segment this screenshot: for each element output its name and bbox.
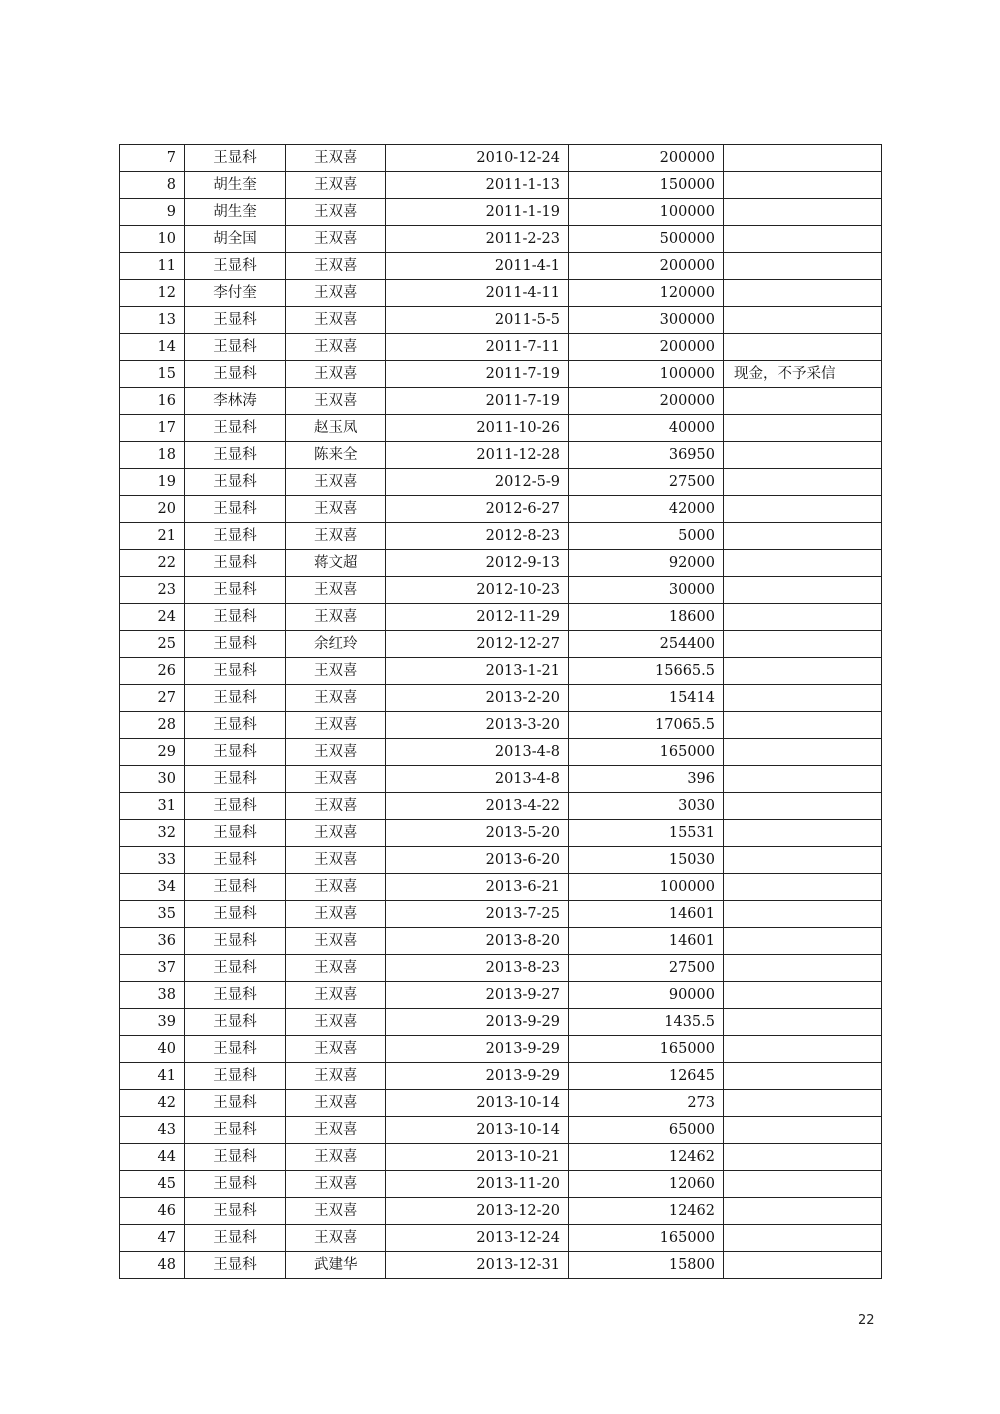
table-row bbox=[120, 631, 882, 658]
row-number-cell: 37 bbox=[120, 955, 185, 982]
payer-cell: 李林涛 bbox=[185, 388, 286, 415]
row-number-cell: 13 bbox=[120, 307, 185, 334]
row-number-cell: 32 bbox=[120, 820, 185, 847]
date-cell: 2011-1-13 bbox=[386, 172, 569, 199]
note-cell bbox=[724, 1117, 882, 1144]
note-cell bbox=[724, 982, 882, 1009]
amount-cell: 273 bbox=[569, 1090, 724, 1117]
note-cell bbox=[724, 1144, 882, 1171]
date-cell: 2011-1-19 bbox=[386, 199, 569, 226]
table-row bbox=[120, 604, 882, 631]
row-number-cell: 9 bbox=[120, 199, 185, 226]
row-number-cell: 26 bbox=[120, 658, 185, 685]
amount-cell: 100000 bbox=[569, 199, 724, 226]
payee-cell: 赵玉凤 bbox=[286, 415, 386, 442]
amount-cell: 500000 bbox=[569, 226, 724, 253]
table-row bbox=[120, 1198, 882, 1225]
amount-cell: 3030 bbox=[569, 793, 724, 820]
amount-cell: 200000 bbox=[569, 145, 724, 172]
table-row bbox=[120, 1009, 882, 1036]
payee-cell: 王双喜 bbox=[286, 1117, 386, 1144]
amount-cell: 15414 bbox=[569, 685, 724, 712]
payer-cell: 胡生奎 bbox=[185, 199, 286, 226]
table-row bbox=[120, 550, 882, 577]
date-cell: 2013-1-21 bbox=[386, 658, 569, 685]
note-cell: 现金，不予采信 bbox=[724, 361, 882, 388]
row-number-cell: 27 bbox=[120, 685, 185, 712]
row-number-cell: 41 bbox=[120, 1063, 185, 1090]
payee-cell: 王双喜 bbox=[286, 172, 386, 199]
row-number-cell: 48 bbox=[120, 1252, 185, 1279]
note-cell bbox=[724, 793, 882, 820]
payer-cell: 王显科 bbox=[185, 820, 286, 847]
amount-cell: 65000 bbox=[569, 1117, 724, 1144]
note-cell bbox=[724, 1063, 882, 1090]
payee-cell: 王双喜 bbox=[286, 307, 386, 334]
date-cell: 2013-12-31 bbox=[386, 1252, 569, 1279]
payer-cell: 胡全国 bbox=[185, 226, 286, 253]
payer-cell: 王显科 bbox=[185, 1225, 286, 1252]
payee-cell: 王双喜 bbox=[286, 388, 386, 415]
payee-cell: 余红玲 bbox=[286, 631, 386, 658]
table-row bbox=[120, 1252, 882, 1279]
note-cell bbox=[724, 469, 882, 496]
payee-cell: 王双喜 bbox=[286, 982, 386, 1009]
amount-cell: 15531 bbox=[569, 820, 724, 847]
table-row bbox=[120, 469, 882, 496]
row-number-cell: 12 bbox=[120, 280, 185, 307]
date-cell: 2013-9-27 bbox=[386, 982, 569, 1009]
date-cell: 2011-7-11 bbox=[386, 334, 569, 361]
payer-cell: 王显科 bbox=[185, 766, 286, 793]
payee-cell: 王双喜 bbox=[286, 739, 386, 766]
date-cell: 2011-2-23 bbox=[386, 226, 569, 253]
payee-cell: 王双喜 bbox=[286, 1036, 386, 1063]
date-cell: 2013-10-14 bbox=[386, 1090, 569, 1117]
table-row bbox=[120, 712, 882, 739]
payer-cell: 王显科 bbox=[185, 847, 286, 874]
note-cell bbox=[724, 739, 882, 766]
table-row bbox=[120, 874, 882, 901]
amount-cell: 5000 bbox=[569, 523, 724, 550]
table-row bbox=[120, 442, 882, 469]
amount-cell: 14601 bbox=[569, 901, 724, 928]
payer-cell: 胡生奎 bbox=[185, 172, 286, 199]
date-cell: 2013-8-20 bbox=[386, 928, 569, 955]
row-number-cell: 33 bbox=[120, 847, 185, 874]
payee-cell: 王双喜 bbox=[286, 334, 386, 361]
note-cell bbox=[724, 145, 882, 172]
payee-cell: 王双喜 bbox=[286, 199, 386, 226]
payer-cell: 王显科 bbox=[185, 577, 286, 604]
row-number-cell: 36 bbox=[120, 928, 185, 955]
date-cell: 2013-8-23 bbox=[386, 955, 569, 982]
note-cell bbox=[724, 253, 882, 280]
note-cell bbox=[724, 280, 882, 307]
payer-cell: 王显科 bbox=[185, 1198, 286, 1225]
table-row bbox=[120, 1171, 882, 1198]
date-cell: 2013-10-14 bbox=[386, 1117, 569, 1144]
date-cell: 2012-12-27 bbox=[386, 631, 569, 658]
date-cell: 2013-10-21 bbox=[386, 1144, 569, 1171]
date-cell: 2011-12-28 bbox=[386, 442, 569, 469]
table-row bbox=[120, 496, 882, 523]
row-number-cell: 34 bbox=[120, 874, 185, 901]
amount-cell: 12645 bbox=[569, 1063, 724, 1090]
date-cell: 2013-9-29 bbox=[386, 1063, 569, 1090]
payer-cell: 王显科 bbox=[185, 523, 286, 550]
payer-cell: 王显科 bbox=[185, 1036, 286, 1063]
payee-cell: 王双喜 bbox=[286, 1144, 386, 1171]
date-cell: 2013-12-24 bbox=[386, 1225, 569, 1252]
date-cell: 2012-5-9 bbox=[386, 469, 569, 496]
table-row bbox=[120, 1090, 882, 1117]
amount-cell: 18600 bbox=[569, 604, 724, 631]
payee-cell: 王双喜 bbox=[286, 604, 386, 631]
payer-cell: 王显科 bbox=[185, 1171, 286, 1198]
table-row bbox=[120, 1144, 882, 1171]
note-cell bbox=[724, 523, 882, 550]
amount-cell: 150000 bbox=[569, 172, 724, 199]
amount-cell: 200000 bbox=[569, 253, 724, 280]
table-row bbox=[120, 523, 882, 550]
note-cell bbox=[724, 550, 882, 577]
payer-cell: 王显科 bbox=[185, 982, 286, 1009]
payer-cell: 王显科 bbox=[185, 658, 286, 685]
payee-cell: 王双喜 bbox=[286, 226, 386, 253]
amount-cell: 36950 bbox=[569, 442, 724, 469]
amount-cell: 42000 bbox=[569, 496, 724, 523]
date-cell: 2013-6-20 bbox=[386, 847, 569, 874]
payee-cell: 王双喜 bbox=[286, 253, 386, 280]
note-cell bbox=[724, 820, 882, 847]
table-row bbox=[120, 847, 882, 874]
payee-cell: 王双喜 bbox=[286, 847, 386, 874]
date-cell: 2011-7-19 bbox=[386, 361, 569, 388]
amount-cell: 254400 bbox=[569, 631, 724, 658]
payer-cell: 王显科 bbox=[185, 1252, 286, 1279]
payer-cell: 王显科 bbox=[185, 1144, 286, 1171]
payee-cell: 王双喜 bbox=[286, 469, 386, 496]
amount-cell: 14601 bbox=[569, 928, 724, 955]
note-cell bbox=[724, 172, 882, 199]
amount-cell: 90000 bbox=[569, 982, 724, 1009]
amount-cell: 12462 bbox=[569, 1144, 724, 1171]
transfer-records-table bbox=[119, 144, 882, 1279]
payee-cell: 王双喜 bbox=[286, 1009, 386, 1036]
note-cell bbox=[724, 766, 882, 793]
date-cell: 2011-4-11 bbox=[386, 280, 569, 307]
payee-cell: 王双喜 bbox=[286, 712, 386, 739]
table-row bbox=[120, 685, 882, 712]
payee-cell: 王双喜 bbox=[286, 577, 386, 604]
table-row bbox=[120, 766, 882, 793]
note-cell bbox=[724, 1198, 882, 1225]
note-cell bbox=[724, 1171, 882, 1198]
payee-cell: 王双喜 bbox=[286, 361, 386, 388]
table-row bbox=[120, 793, 882, 820]
payee-cell: 王双喜 bbox=[286, 901, 386, 928]
amount-cell: 165000 bbox=[569, 1036, 724, 1063]
note-cell bbox=[724, 631, 882, 658]
row-number-cell: 24 bbox=[120, 604, 185, 631]
payer-cell: 王显科 bbox=[185, 1063, 286, 1090]
payee-cell: 王双喜 bbox=[286, 1090, 386, 1117]
date-cell: 2011-4-1 bbox=[386, 253, 569, 280]
amount-cell: 15665.5 bbox=[569, 658, 724, 685]
table-row bbox=[120, 1036, 882, 1063]
note-cell bbox=[724, 307, 882, 334]
date-cell: 2013-7-25 bbox=[386, 901, 569, 928]
note-cell bbox=[724, 442, 882, 469]
amount-cell: 100000 bbox=[569, 361, 724, 388]
payer-cell: 王显科 bbox=[185, 334, 286, 361]
payee-cell: 王双喜 bbox=[286, 1198, 386, 1225]
payee-cell: 武建华 bbox=[286, 1252, 386, 1279]
note-cell bbox=[724, 901, 882, 928]
table-row bbox=[120, 280, 882, 307]
payer-cell: 王显科 bbox=[185, 604, 286, 631]
note-cell bbox=[724, 658, 882, 685]
payee-cell: 蒋文超 bbox=[286, 550, 386, 577]
note-cell bbox=[724, 955, 882, 982]
payee-cell: 王双喜 bbox=[286, 928, 386, 955]
amount-cell: 1435.5 bbox=[569, 1009, 724, 1036]
amount-cell: 12462 bbox=[569, 1198, 724, 1225]
amount-cell: 15030 bbox=[569, 847, 724, 874]
row-number-cell: 47 bbox=[120, 1225, 185, 1252]
payee-cell: 陈来全 bbox=[286, 442, 386, 469]
amount-cell: 120000 bbox=[569, 280, 724, 307]
note-cell bbox=[724, 685, 882, 712]
date-cell: 2012-6-27 bbox=[386, 496, 569, 523]
table-row bbox=[120, 172, 882, 199]
row-number-cell: 44 bbox=[120, 1144, 185, 1171]
payee-cell: 王双喜 bbox=[286, 1063, 386, 1090]
payee-cell: 王双喜 bbox=[286, 874, 386, 901]
amount-cell: 300000 bbox=[569, 307, 724, 334]
note-cell bbox=[724, 199, 882, 226]
row-number-cell: 46 bbox=[120, 1198, 185, 1225]
amount-cell: 12060 bbox=[569, 1171, 724, 1198]
note-cell bbox=[724, 496, 882, 523]
amount-cell: 92000 bbox=[569, 550, 724, 577]
date-cell: 2012-10-23 bbox=[386, 577, 569, 604]
table-row bbox=[120, 1225, 882, 1252]
note-cell bbox=[724, 388, 882, 415]
note-cell bbox=[724, 1225, 882, 1252]
amount-cell: 27500 bbox=[569, 469, 724, 496]
note-cell bbox=[724, 847, 882, 874]
row-number-cell: 39 bbox=[120, 1009, 185, 1036]
amount-cell: 17065.5 bbox=[569, 712, 724, 739]
amount-cell: 40000 bbox=[569, 415, 724, 442]
payer-cell: 王显科 bbox=[185, 145, 286, 172]
table-row bbox=[120, 658, 882, 685]
amount-cell: 165000 bbox=[569, 1225, 724, 1252]
date-cell: 2013-5-20 bbox=[386, 820, 569, 847]
payee-cell: 王双喜 bbox=[286, 145, 386, 172]
row-number-cell: 20 bbox=[120, 496, 185, 523]
payer-cell: 王显科 bbox=[185, 901, 286, 928]
row-number-cell: 29 bbox=[120, 739, 185, 766]
date-cell: 2013-9-29 bbox=[386, 1009, 569, 1036]
date-cell: 2013-4-8 bbox=[386, 739, 569, 766]
date-cell: 2013-4-22 bbox=[386, 793, 569, 820]
row-number-cell: 21 bbox=[120, 523, 185, 550]
payer-cell: 李付奎 bbox=[185, 280, 286, 307]
table-row bbox=[120, 577, 882, 604]
amount-cell: 100000 bbox=[569, 874, 724, 901]
row-number-cell: 23 bbox=[120, 577, 185, 604]
date-cell: 2012-8-23 bbox=[386, 523, 569, 550]
note-cell bbox=[724, 928, 882, 955]
table-row bbox=[120, 199, 882, 226]
table-row bbox=[120, 955, 882, 982]
payee-cell: 王双喜 bbox=[286, 280, 386, 307]
table-row bbox=[120, 334, 882, 361]
date-cell: 2011-7-19 bbox=[386, 388, 569, 415]
payer-cell: 王显科 bbox=[185, 685, 286, 712]
table-row bbox=[120, 982, 882, 1009]
payee-cell: 王双喜 bbox=[286, 793, 386, 820]
date-cell: 2013-6-21 bbox=[386, 874, 569, 901]
row-number-cell: 28 bbox=[120, 712, 185, 739]
payee-cell: 王双喜 bbox=[286, 1225, 386, 1252]
amount-cell: 165000 bbox=[569, 739, 724, 766]
amount-cell: 200000 bbox=[569, 334, 724, 361]
payer-cell: 王显科 bbox=[185, 307, 286, 334]
table-body bbox=[120, 145, 882, 1279]
payer-cell: 王显科 bbox=[185, 955, 286, 982]
date-cell: 2012-11-29 bbox=[386, 604, 569, 631]
table-row bbox=[120, 928, 882, 955]
payer-cell: 王显科 bbox=[185, 631, 286, 658]
note-cell bbox=[724, 334, 882, 361]
row-number-cell: 42 bbox=[120, 1090, 185, 1117]
payer-cell: 王显科 bbox=[185, 253, 286, 280]
row-number-cell: 14 bbox=[120, 334, 185, 361]
payer-cell: 王显科 bbox=[185, 928, 286, 955]
payer-cell: 王显科 bbox=[185, 739, 286, 766]
amount-cell: 27500 bbox=[569, 955, 724, 982]
row-number-cell: 35 bbox=[120, 901, 185, 928]
amount-cell: 15800 bbox=[569, 1252, 724, 1279]
payer-cell: 王显科 bbox=[185, 442, 286, 469]
table-row bbox=[120, 820, 882, 847]
date-cell: 2013-11-20 bbox=[386, 1171, 569, 1198]
date-cell: 2013-3-20 bbox=[386, 712, 569, 739]
table-row bbox=[120, 739, 882, 766]
table-row bbox=[120, 145, 882, 172]
note-cell bbox=[724, 1252, 882, 1279]
row-number-cell: 15 bbox=[120, 361, 185, 388]
row-number-cell: 40 bbox=[120, 1036, 185, 1063]
payee-cell: 王双喜 bbox=[286, 658, 386, 685]
payer-cell: 王显科 bbox=[185, 1117, 286, 1144]
payer-cell: 王显科 bbox=[185, 550, 286, 577]
payer-cell: 王显科 bbox=[185, 496, 286, 523]
date-cell: 2011-10-26 bbox=[386, 415, 569, 442]
date-cell: 2011-5-5 bbox=[386, 307, 569, 334]
payer-cell: 王显科 bbox=[185, 361, 286, 388]
table-row bbox=[120, 253, 882, 280]
page-number: 22 bbox=[858, 1313, 875, 1328]
payee-cell: 王双喜 bbox=[286, 955, 386, 982]
table-row bbox=[120, 226, 882, 253]
row-number-cell: 7 bbox=[120, 145, 185, 172]
payer-cell: 王显科 bbox=[185, 1009, 286, 1036]
note-cell bbox=[724, 1036, 882, 1063]
table-row bbox=[120, 1063, 882, 1090]
note-cell bbox=[724, 1009, 882, 1036]
date-cell: 2013-2-20 bbox=[386, 685, 569, 712]
note-cell bbox=[724, 712, 882, 739]
payee-cell: 王双喜 bbox=[286, 766, 386, 793]
row-number-cell: 30 bbox=[120, 766, 185, 793]
amount-cell: 200000 bbox=[569, 388, 724, 415]
note-cell bbox=[724, 1090, 882, 1117]
payer-cell: 王显科 bbox=[185, 874, 286, 901]
payee-cell: 王双喜 bbox=[286, 496, 386, 523]
payer-cell: 王显科 bbox=[185, 415, 286, 442]
date-cell: 2012-9-13 bbox=[386, 550, 569, 577]
note-cell bbox=[724, 577, 882, 604]
payer-cell: 王显科 bbox=[185, 1090, 286, 1117]
amount-cell: 396 bbox=[569, 766, 724, 793]
date-cell: 2013-9-29 bbox=[386, 1036, 569, 1063]
note-cell bbox=[724, 415, 882, 442]
row-number-cell: 22 bbox=[120, 550, 185, 577]
payer-cell: 王显科 bbox=[185, 469, 286, 496]
date-cell: 2013-4-8 bbox=[386, 766, 569, 793]
row-number-cell: 25 bbox=[120, 631, 185, 658]
date-cell: 2013-12-20 bbox=[386, 1198, 569, 1225]
row-number-cell: 16 bbox=[120, 388, 185, 415]
row-number-cell: 38 bbox=[120, 982, 185, 1009]
payer-cell: 王显科 bbox=[185, 712, 286, 739]
payee-cell: 王双喜 bbox=[286, 685, 386, 712]
row-number-cell: 10 bbox=[120, 226, 185, 253]
payer-cell: 王显科 bbox=[185, 793, 286, 820]
table-row bbox=[120, 1117, 882, 1144]
note-cell bbox=[724, 226, 882, 253]
table-row bbox=[120, 361, 882, 388]
row-number-cell: 31 bbox=[120, 793, 185, 820]
payee-cell: 王双喜 bbox=[286, 1171, 386, 1198]
row-number-cell: 17 bbox=[120, 415, 185, 442]
row-number-cell: 11 bbox=[120, 253, 185, 280]
row-number-cell: 18 bbox=[120, 442, 185, 469]
payee-cell: 王双喜 bbox=[286, 820, 386, 847]
row-number-cell: 8 bbox=[120, 172, 185, 199]
note-cell bbox=[724, 604, 882, 631]
table-row bbox=[120, 307, 882, 334]
date-cell: 2010-12-24 bbox=[386, 145, 569, 172]
table-row bbox=[120, 388, 882, 415]
row-number-cell: 19 bbox=[120, 469, 185, 496]
row-number-cell: 43 bbox=[120, 1117, 185, 1144]
payee-cell: 王双喜 bbox=[286, 523, 386, 550]
table-row bbox=[120, 415, 882, 442]
table-row bbox=[120, 901, 882, 928]
row-number-cell: 45 bbox=[120, 1171, 185, 1198]
note-cell bbox=[724, 874, 882, 901]
amount-cell: 30000 bbox=[569, 577, 724, 604]
